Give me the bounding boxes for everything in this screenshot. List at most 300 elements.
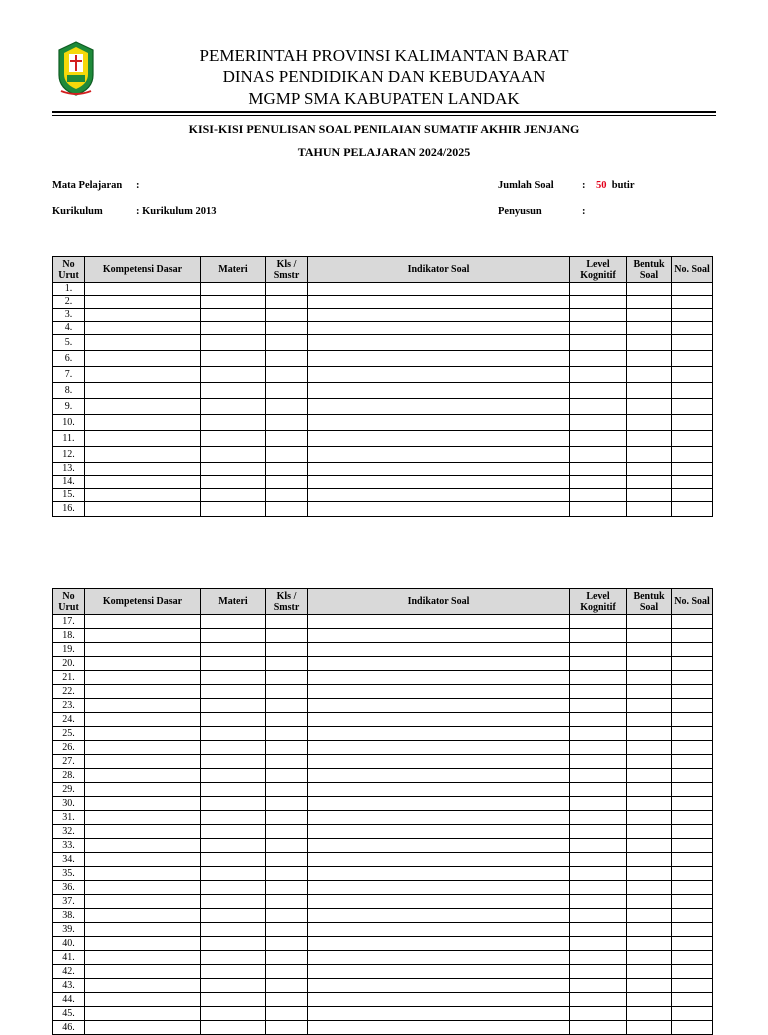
level-kognitif-cell[interactable] <box>570 895 627 909</box>
indikator-soal-cell[interactable] <box>308 447 570 463</box>
indikator-soal-cell[interactable] <box>308 881 570 895</box>
materi-cell[interactable] <box>201 322 266 335</box>
bentuk-soal-cell[interactable] <box>627 502 672 517</box>
materi-cell[interactable] <box>201 283 266 296</box>
bentuk-soal-cell[interactable] <box>627 909 672 923</box>
indikator-soal-cell[interactable] <box>308 769 570 783</box>
materi-cell[interactable] <box>201 881 266 895</box>
no-soal-cell[interactable] <box>672 727 713 741</box>
bentuk-soal-cell[interactable] <box>627 699 672 713</box>
no-soal-cell[interactable] <box>672 367 713 383</box>
materi-cell[interactable] <box>201 367 266 383</box>
materi-cell[interactable] <box>201 713 266 727</box>
bentuk-soal-cell[interactable] <box>627 895 672 909</box>
materi-cell[interactable] <box>201 741 266 755</box>
kls-smstr-cell[interactable] <box>266 447 308 463</box>
level-kognitif-cell[interactable] <box>570 825 627 839</box>
no-soal-cell[interactable] <box>672 895 713 909</box>
kompetensi-dasar-cell[interactable] <box>85 811 201 825</box>
materi-cell[interactable] <box>201 769 266 783</box>
kls-smstr-cell[interactable] <box>266 895 308 909</box>
no-soal-cell[interactable] <box>672 923 713 937</box>
level-kognitif-cell[interactable] <box>570 335 627 351</box>
indikator-soal-cell[interactable] <box>308 415 570 431</box>
kls-smstr-cell[interactable] <box>266 727 308 741</box>
indikator-soal-cell[interactable] <box>308 431 570 447</box>
materi-cell[interactable] <box>201 629 266 643</box>
no-soal-cell[interactable] <box>672 797 713 811</box>
indikator-soal-cell[interactable] <box>308 755 570 769</box>
bentuk-soal-cell[interactable] <box>627 951 672 965</box>
indikator-soal-cell[interactable] <box>308 741 570 755</box>
no-soal-cell[interactable] <box>672 839 713 853</box>
materi-cell[interactable] <box>201 895 266 909</box>
level-kognitif-cell[interactable] <box>570 643 627 657</box>
bentuk-soal-cell[interactable] <box>627 839 672 853</box>
level-kognitif-cell[interactable] <box>570 685 627 699</box>
indikator-soal-cell[interactable] <box>308 283 570 296</box>
indikator-soal-cell[interactable] <box>308 825 570 839</box>
kompetensi-dasar-cell[interactable] <box>85 309 201 322</box>
kompetensi-dasar-cell[interactable] <box>85 502 201 517</box>
materi-cell[interactable] <box>201 755 266 769</box>
no-soal-cell[interactable] <box>672 993 713 1007</box>
kls-smstr-cell[interactable] <box>266 399 308 415</box>
materi-cell[interactable] <box>201 657 266 671</box>
indikator-soal-cell[interactable] <box>308 713 570 727</box>
indikator-soal-cell[interactable] <box>308 965 570 979</box>
level-kognitif-cell[interactable] <box>570 476 627 489</box>
bentuk-soal-cell[interactable] <box>627 867 672 881</box>
indikator-soal-cell[interactable] <box>308 993 570 1007</box>
bentuk-soal-cell[interactable] <box>627 713 672 727</box>
kompetensi-dasar-cell[interactable] <box>85 839 201 853</box>
level-kognitif-cell[interactable] <box>570 489 627 502</box>
level-kognitif-cell[interactable] <box>570 699 627 713</box>
materi-cell[interactable] <box>201 1021 266 1035</box>
kls-smstr-cell[interactable] <box>266 463 308 476</box>
indikator-soal-cell[interactable] <box>308 489 570 502</box>
bentuk-soal-cell[interactable] <box>627 383 672 399</box>
bentuk-soal-cell[interactable] <box>627 825 672 839</box>
indikator-soal-cell[interactable] <box>308 615 570 629</box>
materi-cell[interactable] <box>201 671 266 685</box>
materi-cell[interactable] <box>201 615 266 629</box>
no-soal-cell[interactable] <box>672 283 713 296</box>
no-soal-cell[interactable] <box>672 937 713 951</box>
level-kognitif-cell[interactable] <box>570 657 627 671</box>
kls-smstr-cell[interactable] <box>266 367 308 383</box>
no-soal-cell[interactable] <box>672 463 713 476</box>
level-kognitif-cell[interactable] <box>570 671 627 685</box>
kompetensi-dasar-cell[interactable] <box>85 367 201 383</box>
kompetensi-dasar-cell[interactable] <box>85 965 201 979</box>
materi-cell[interactable] <box>201 415 266 431</box>
kompetensi-dasar-cell[interactable] <box>85 629 201 643</box>
indikator-soal-cell[interactable] <box>308 699 570 713</box>
level-kognitif-cell[interactable] <box>570 322 627 335</box>
bentuk-soal-cell[interactable] <box>627 463 672 476</box>
bentuk-soal-cell[interactable] <box>627 993 672 1007</box>
kompetensi-dasar-cell[interactable] <box>85 699 201 713</box>
no-soal-cell[interactable] <box>672 643 713 657</box>
no-soal-cell[interactable] <box>672 399 713 415</box>
indikator-soal-cell[interactable] <box>308 909 570 923</box>
level-kognitif-cell[interactable] <box>570 296 627 309</box>
bentuk-soal-cell[interactable] <box>627 685 672 699</box>
bentuk-soal-cell[interactable] <box>627 367 672 383</box>
kompetensi-dasar-cell[interactable] <box>85 643 201 657</box>
no-soal-cell[interactable] <box>672 979 713 993</box>
kompetensi-dasar-cell[interactable] <box>85 895 201 909</box>
materi-cell[interactable] <box>201 937 266 951</box>
bentuk-soal-cell[interactable] <box>627 881 672 895</box>
level-kognitif-cell[interactable] <box>570 811 627 825</box>
kompetensi-dasar-cell[interactable] <box>85 881 201 895</box>
kompetensi-dasar-cell[interactable] <box>85 825 201 839</box>
no-soal-cell[interactable] <box>672 769 713 783</box>
level-kognitif-cell[interactable] <box>570 769 627 783</box>
kompetensi-dasar-cell[interactable] <box>85 476 201 489</box>
no-soal-cell[interactable] <box>672 685 713 699</box>
level-kognitif-cell[interactable] <box>570 615 627 629</box>
kompetensi-dasar-cell[interactable] <box>85 322 201 335</box>
indikator-soal-cell[interactable] <box>308 335 570 351</box>
no-soal-cell[interactable] <box>672 447 713 463</box>
kompetensi-dasar-cell[interactable] <box>85 741 201 755</box>
kompetensi-dasar-cell[interactable] <box>85 657 201 671</box>
level-kognitif-cell[interactable] <box>570 867 627 881</box>
kompetensi-dasar-cell[interactable] <box>85 937 201 951</box>
no-soal-cell[interactable] <box>672 881 713 895</box>
no-soal-cell[interactable] <box>672 741 713 755</box>
indikator-soal-cell[interactable] <box>308 502 570 517</box>
materi-cell[interactable] <box>201 476 266 489</box>
kls-smstr-cell[interactable] <box>266 296 308 309</box>
materi-cell[interactable] <box>201 811 266 825</box>
kompetensi-dasar-cell[interactable] <box>85 296 201 309</box>
kls-smstr-cell[interactable] <box>266 769 308 783</box>
indikator-soal-cell[interactable] <box>308 727 570 741</box>
kls-smstr-cell[interactable] <box>266 993 308 1007</box>
level-kognitif-cell[interactable] <box>570 881 627 895</box>
level-kognitif-cell[interactable] <box>570 909 627 923</box>
materi-cell[interactable] <box>201 825 266 839</box>
indikator-soal-cell[interactable] <box>308 399 570 415</box>
materi-cell[interactable] <box>201 853 266 867</box>
materi-cell[interactable] <box>201 685 266 699</box>
indikator-soal-cell[interactable] <box>308 685 570 699</box>
kls-smstr-cell[interactable] <box>266 489 308 502</box>
kompetensi-dasar-cell[interactable] <box>85 489 201 502</box>
indikator-soal-cell[interactable] <box>308 476 570 489</box>
level-kognitif-cell[interactable] <box>570 1021 627 1035</box>
indikator-soal-cell[interactable] <box>308 839 570 853</box>
bentuk-soal-cell[interactable] <box>627 1021 672 1035</box>
no-soal-cell[interactable] <box>672 309 713 322</box>
no-soal-cell[interactable] <box>672 415 713 431</box>
kls-smstr-cell[interactable] <box>266 415 308 431</box>
materi-cell[interactable] <box>201 1007 266 1021</box>
indikator-soal-cell[interactable] <box>308 1007 570 1021</box>
kls-smstr-cell[interactable] <box>266 643 308 657</box>
level-kognitif-cell[interactable] <box>570 783 627 797</box>
indikator-soal-cell[interactable] <box>308 629 570 643</box>
no-soal-cell[interactable] <box>672 825 713 839</box>
indikator-soal-cell[interactable] <box>308 895 570 909</box>
materi-cell[interactable] <box>201 993 266 1007</box>
no-soal-cell[interactable] <box>672 383 713 399</box>
no-soal-cell[interactable] <box>672 853 713 867</box>
kompetensi-dasar-cell[interactable] <box>85 951 201 965</box>
kls-smstr-cell[interactable] <box>266 951 308 965</box>
no-soal-cell[interactable] <box>672 351 713 367</box>
bentuk-soal-cell[interactable] <box>627 741 672 755</box>
bentuk-soal-cell[interactable] <box>627 797 672 811</box>
no-soal-cell[interactable] <box>672 1021 713 1035</box>
kls-smstr-cell[interactable] <box>266 685 308 699</box>
kls-smstr-cell[interactable] <box>266 1007 308 1021</box>
indikator-soal-cell[interactable] <box>308 1021 570 1035</box>
kompetensi-dasar-cell[interactable] <box>85 923 201 937</box>
kompetensi-dasar-cell[interactable] <box>85 909 201 923</box>
level-kognitif-cell[interactable] <box>570 965 627 979</box>
indikator-soal-cell[interactable] <box>308 351 570 367</box>
kls-smstr-cell[interactable] <box>266 867 308 881</box>
no-soal-cell[interactable] <box>672 699 713 713</box>
bentuk-soal-cell[interactable] <box>627 643 672 657</box>
level-kognitif-cell[interactable] <box>570 447 627 463</box>
bentuk-soal-cell[interactable] <box>627 937 672 951</box>
level-kognitif-cell[interactable] <box>570 1007 627 1021</box>
bentuk-soal-cell[interactable] <box>627 629 672 643</box>
kls-smstr-cell[interactable] <box>266 741 308 755</box>
materi-cell[interactable] <box>201 923 266 937</box>
bentuk-soal-cell[interactable] <box>627 811 672 825</box>
bentuk-soal-cell[interactable] <box>627 489 672 502</box>
kompetensi-dasar-cell[interactable] <box>85 351 201 367</box>
bentuk-soal-cell[interactable] <box>627 296 672 309</box>
kls-smstr-cell[interactable] <box>266 937 308 951</box>
no-soal-cell[interactable] <box>672 811 713 825</box>
level-kognitif-cell[interactable] <box>570 951 627 965</box>
kompetensi-dasar-cell[interactable] <box>85 671 201 685</box>
no-soal-cell[interactable] <box>672 335 713 351</box>
kls-smstr-cell[interactable] <box>266 629 308 643</box>
materi-cell[interactable] <box>201 797 266 811</box>
indikator-soal-cell[interactable] <box>308 657 570 671</box>
no-soal-cell[interactable] <box>672 476 713 489</box>
bentuk-soal-cell[interactable] <box>627 1007 672 1021</box>
kls-smstr-cell[interactable] <box>266 909 308 923</box>
bentuk-soal-cell[interactable] <box>627 335 672 351</box>
kompetensi-dasar-cell[interactable] <box>85 447 201 463</box>
level-kognitif-cell[interactable] <box>570 351 627 367</box>
indikator-soal-cell[interactable] <box>308 979 570 993</box>
kompetensi-dasar-cell[interactable] <box>85 867 201 881</box>
kompetensi-dasar-cell[interactable] <box>85 1021 201 1035</box>
materi-cell[interactable] <box>201 951 266 965</box>
bentuk-soal-cell[interactable] <box>627 755 672 769</box>
kompetensi-dasar-cell[interactable] <box>85 615 201 629</box>
kompetensi-dasar-cell[interactable] <box>85 335 201 351</box>
kls-smstr-cell[interactable] <box>266 615 308 629</box>
bentuk-soal-cell[interactable] <box>627 283 672 296</box>
level-kognitif-cell[interactable] <box>570 383 627 399</box>
kls-smstr-cell[interactable] <box>266 797 308 811</box>
kls-smstr-cell[interactable] <box>266 283 308 296</box>
level-kognitif-cell[interactable] <box>570 923 627 937</box>
kompetensi-dasar-cell[interactable] <box>85 399 201 415</box>
kompetensi-dasar-cell[interactable] <box>85 685 201 699</box>
bentuk-soal-cell[interactable] <box>627 615 672 629</box>
indikator-soal-cell[interactable] <box>308 463 570 476</box>
kls-smstr-cell[interactable] <box>266 309 308 322</box>
no-soal-cell[interactable] <box>672 629 713 643</box>
kls-smstr-cell[interactable] <box>266 1021 308 1035</box>
kls-smstr-cell[interactable] <box>266 853 308 867</box>
kompetensi-dasar-cell[interactable] <box>85 783 201 797</box>
indikator-soal-cell[interactable] <box>308 309 570 322</box>
kompetensi-dasar-cell[interactable] <box>85 979 201 993</box>
indikator-soal-cell[interactable] <box>308 923 570 937</box>
materi-cell[interactable] <box>201 965 266 979</box>
kompetensi-dasar-cell[interactable] <box>85 383 201 399</box>
kls-smstr-cell[interactable] <box>266 335 308 351</box>
bentuk-soal-cell[interactable] <box>627 399 672 415</box>
kls-smstr-cell[interactable] <box>266 839 308 853</box>
kls-smstr-cell[interactable] <box>266 713 308 727</box>
level-kognitif-cell[interactable] <box>570 463 627 476</box>
level-kognitif-cell[interactable] <box>570 431 627 447</box>
materi-cell[interactable] <box>201 502 266 517</box>
bentuk-soal-cell[interactable] <box>627 309 672 322</box>
no-soal-cell[interactable] <box>672 783 713 797</box>
materi-cell[interactable] <box>201 727 266 741</box>
kls-smstr-cell[interactable] <box>266 825 308 839</box>
kls-smstr-cell[interactable] <box>266 755 308 769</box>
no-soal-cell[interactable] <box>672 657 713 671</box>
kompetensi-dasar-cell[interactable] <box>85 853 201 867</box>
kls-smstr-cell[interactable] <box>266 657 308 671</box>
level-kognitif-cell[interactable] <box>570 502 627 517</box>
bentuk-soal-cell[interactable] <box>627 351 672 367</box>
no-soal-cell[interactable] <box>672 296 713 309</box>
no-soal-cell[interactable] <box>672 489 713 502</box>
bentuk-soal-cell[interactable] <box>627 783 672 797</box>
kls-smstr-cell[interactable] <box>266 351 308 367</box>
indikator-soal-cell[interactable] <box>308 367 570 383</box>
kompetensi-dasar-cell[interactable] <box>85 993 201 1007</box>
kls-smstr-cell[interactable] <box>266 923 308 937</box>
kls-smstr-cell[interactable] <box>266 881 308 895</box>
materi-cell[interactable] <box>201 447 266 463</box>
level-kognitif-cell[interactable] <box>570 797 627 811</box>
indikator-soal-cell[interactable] <box>308 643 570 657</box>
kls-smstr-cell[interactable] <box>266 979 308 993</box>
level-kognitif-cell[interactable] <box>570 993 627 1007</box>
no-soal-cell[interactable] <box>672 1007 713 1021</box>
materi-cell[interactable] <box>201 867 266 881</box>
bentuk-soal-cell[interactable] <box>627 769 672 783</box>
indikator-soal-cell[interactable] <box>308 853 570 867</box>
no-soal-cell[interactable] <box>672 671 713 685</box>
kls-smstr-cell[interactable] <box>266 322 308 335</box>
level-kognitif-cell[interactable] <box>570 309 627 322</box>
materi-cell[interactable] <box>201 979 266 993</box>
no-soal-cell[interactable] <box>672 965 713 979</box>
kompetensi-dasar-cell[interactable] <box>85 1007 201 1021</box>
indikator-soal-cell[interactable] <box>308 383 570 399</box>
no-soal-cell[interactable] <box>672 951 713 965</box>
materi-cell[interactable] <box>201 399 266 415</box>
kompetensi-dasar-cell[interactable] <box>85 431 201 447</box>
level-kognitif-cell[interactable] <box>570 367 627 383</box>
materi-cell[interactable] <box>201 296 266 309</box>
no-soal-cell[interactable] <box>672 755 713 769</box>
kls-smstr-cell[interactable] <box>266 671 308 685</box>
bentuk-soal-cell[interactable] <box>627 322 672 335</box>
kompetensi-dasar-cell[interactable] <box>85 463 201 476</box>
bentuk-soal-cell[interactable] <box>627 853 672 867</box>
kls-smstr-cell[interactable] <box>266 476 308 489</box>
level-kognitif-cell[interactable] <box>570 853 627 867</box>
level-kognitif-cell[interactable] <box>570 839 627 853</box>
level-kognitif-cell[interactable] <box>570 727 627 741</box>
bentuk-soal-cell[interactable] <box>627 657 672 671</box>
bentuk-soal-cell[interactable] <box>627 671 672 685</box>
indikator-soal-cell[interactable] <box>308 671 570 685</box>
level-kognitif-cell[interactable] <box>570 399 627 415</box>
indikator-soal-cell[interactable] <box>308 783 570 797</box>
no-soal-cell[interactable] <box>672 867 713 881</box>
level-kognitif-cell[interactable] <box>570 415 627 431</box>
indikator-soal-cell[interactable] <box>308 951 570 965</box>
no-soal-cell[interactable] <box>672 431 713 447</box>
bentuk-soal-cell[interactable] <box>627 965 672 979</box>
kls-smstr-cell[interactable] <box>266 811 308 825</box>
bentuk-soal-cell[interactable] <box>627 979 672 993</box>
indikator-soal-cell[interactable] <box>308 937 570 951</box>
kompetensi-dasar-cell[interactable] <box>85 713 201 727</box>
materi-cell[interactable] <box>201 351 266 367</box>
level-kognitif-cell[interactable] <box>570 937 627 951</box>
materi-cell[interactable] <box>201 643 266 657</box>
level-kognitif-cell[interactable] <box>570 629 627 643</box>
no-soal-cell[interactable] <box>672 322 713 335</box>
kls-smstr-cell[interactable] <box>266 699 308 713</box>
materi-cell[interactable] <box>201 383 266 399</box>
level-kognitif-cell[interactable] <box>570 283 627 296</box>
kompetensi-dasar-cell[interactable] <box>85 755 201 769</box>
bentuk-soal-cell[interactable] <box>627 447 672 463</box>
materi-cell[interactable] <box>201 309 266 322</box>
level-kognitif-cell[interactable] <box>570 713 627 727</box>
level-kognitif-cell[interactable] <box>570 741 627 755</box>
indikator-soal-cell[interactable] <box>308 811 570 825</box>
materi-cell[interactable] <box>201 463 266 476</box>
level-kognitif-cell[interactable] <box>570 755 627 769</box>
indikator-soal-cell[interactable] <box>308 322 570 335</box>
no-soal-cell[interactable] <box>672 502 713 517</box>
kompetensi-dasar-cell[interactable] <box>85 415 201 431</box>
bentuk-soal-cell[interactable] <box>627 727 672 741</box>
materi-cell[interactable] <box>201 335 266 351</box>
materi-cell[interactable] <box>201 783 266 797</box>
kompetensi-dasar-cell[interactable] <box>85 727 201 741</box>
kls-smstr-cell[interactable] <box>266 383 308 399</box>
materi-cell[interactable] <box>201 699 266 713</box>
